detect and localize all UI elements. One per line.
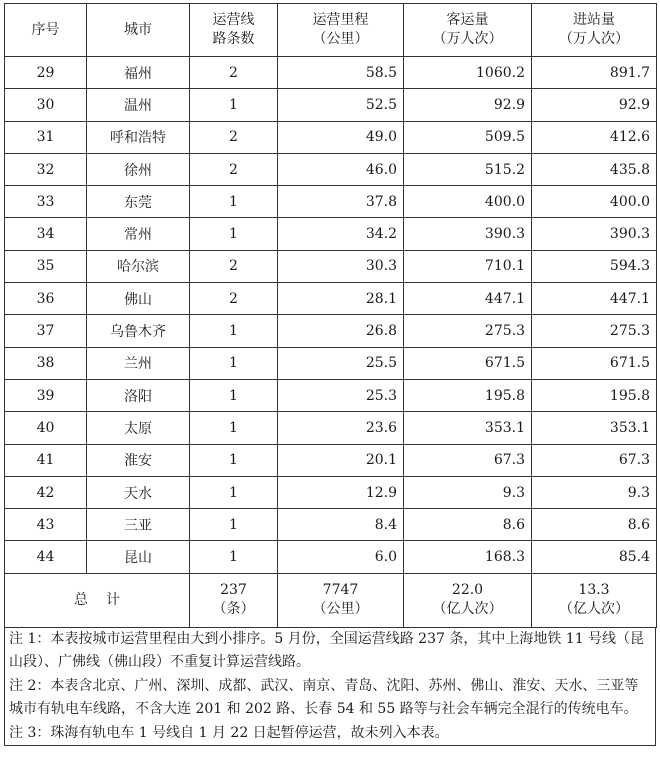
cell-city: 洛阳 — [87, 379, 190, 411]
cell-lines: 1 — [190, 412, 278, 444]
cell-lines: 2 — [190, 57, 278, 89]
data-sheet — [4, 3, 656, 746]
cell-lines: 1 — [190, 541, 278, 573]
cell-seq: 39 — [5, 379, 87, 411]
cell-ridership: 509.5 — [404, 121, 532, 153]
header-mileage — [278, 4, 404, 57]
total-label: 总计 — [5, 573, 190, 627]
cell-seq: 44 — [5, 541, 87, 573]
cell-ridership: 9.3 — [404, 476, 532, 508]
cell-seq: 34 — [5, 218, 87, 250]
cell-seq: 30 — [5, 89, 87, 121]
table-row — [5, 121, 657, 153]
cell-entry: 85.4 — [532, 541, 657, 573]
cell-city: 三亚 — [87, 509, 190, 541]
cell-lines: 1 — [190, 444, 278, 476]
cell-mileage: 26.8 — [278, 315, 404, 347]
cell-entry: 400.0 — [532, 186, 657, 218]
cell-seq: 42 — [5, 476, 87, 508]
cell-mileage: 20.1 — [278, 444, 404, 476]
cell-lines: 1 — [190, 509, 278, 541]
note-1: 注 1：本表按城市运营里程由大到小排序。5 月份，全国运营线路 237 条，其中上海地铁 11 号线（昆山段）、广佛线（佛山段）不重复计算运营线路。 — [9, 630, 645, 671]
total-row — [5, 573, 657, 627]
cell-city: 淮安 — [87, 444, 190, 476]
notes-section — [4, 628, 656, 747]
table-row — [5, 412, 657, 444]
cell-city: 徐州 — [87, 153, 190, 185]
total-entry-value: 13.3 — [578, 582, 610, 599]
cell-ridership: 168.3 — [404, 541, 532, 573]
cell-city: 呼和浩特 — [87, 121, 190, 153]
cell-lines: 2 — [190, 153, 278, 185]
cell-city: 佛山 — [87, 283, 190, 315]
cell-seq: 35 — [5, 250, 87, 282]
header-mileage-line2: （公里） — [312, 31, 369, 47]
total-entry-unit: （亿人次） — [559, 601, 629, 618]
table-row — [5, 186, 657, 218]
cell-ridership: 515.2 — [404, 153, 532, 185]
cell-entry: 8.6 — [532, 509, 657, 541]
total-mileage-value: 7747 — [322, 582, 359, 599]
table-row — [5, 57, 657, 89]
cell-entry: 412.6 — [532, 121, 657, 153]
cell-city: 天水 — [87, 476, 190, 508]
cell-mileage: 8.4 — [278, 509, 404, 541]
cell-ridership: 390.3 — [404, 218, 532, 250]
cell-entry: 671.5 — [532, 347, 657, 379]
cell-ridership: 67.3 — [404, 444, 532, 476]
cell-city: 温州 — [87, 89, 190, 121]
cell-entry: 594.3 — [532, 250, 657, 282]
header-ridership — [404, 4, 532, 57]
cell-ridership: 275.3 — [404, 315, 532, 347]
cell-seq: 36 — [5, 283, 87, 315]
header-lines-line1: 运营线 — [212, 12, 255, 28]
cell-entry: 447.1 — [532, 283, 657, 315]
header-ridership-line2: （万人次） — [432, 31, 503, 47]
cell-lines: 2 — [190, 283, 278, 315]
header-seq: 序号 — [5, 4, 87, 57]
cell-mileage: 58.5 — [278, 57, 404, 89]
header-lines-line2: 路条数 — [212, 31, 255, 47]
cell-ridership: 671.5 — [404, 347, 532, 379]
total-mileage-unit: （公里） — [312, 601, 369, 618]
cell-mileage: 52.5 — [278, 89, 404, 121]
cell-city: 太原 — [87, 412, 190, 444]
cell-seq: 29 — [5, 57, 87, 89]
cell-ridership: 400.0 — [404, 186, 532, 218]
cell-entry: 353.1 — [532, 412, 657, 444]
cell-entry: 435.8 — [532, 153, 657, 185]
cell-entry: 390.3 — [532, 218, 657, 250]
cell-ridership: 1060.2 — [404, 57, 532, 89]
note-3: 注 3：珠海有轨电车 1 号线自 1 月 22 日起暂停运营，故未列入本表。 — [9, 724, 449, 741]
total-mileage — [278, 573, 404, 627]
header-ridership-line1: 客运量 — [446, 12, 489, 28]
table-row — [5, 509, 657, 541]
cell-city: 兰州 — [87, 347, 190, 379]
ridership-table — [4, 3, 657, 628]
cell-city: 哈尔滨 — [87, 250, 190, 282]
header-entry-line2: （万人次） — [559, 31, 629, 47]
cell-lines: 1 — [190, 379, 278, 411]
total-lines-value: 237 — [220, 582, 247, 599]
table-row — [5, 315, 657, 347]
cell-lines: 1 — [190, 476, 278, 508]
cell-lines: 1 — [190, 89, 278, 121]
cell-city: 常州 — [87, 218, 190, 250]
note-2: 注 2：本表含北京、广州、深圳、成都、武汉、南京、青岛、沈阳、苏州、佛山、淮安、天水、三亚等城市有轨电车线路，不含大连 201 和 202 路、长春 54 和 55 路等与社会车辆完全混行的传统电车。 — [9, 677, 639, 718]
table-row — [5, 89, 657, 121]
header-entry-line1: 进站量 — [573, 12, 615, 28]
cell-city: 昆山 — [87, 541, 190, 573]
table-row — [5, 476, 657, 508]
cell-mileage: 37.8 — [278, 186, 404, 218]
cell-mileage: 6.0 — [278, 541, 404, 573]
table-row — [5, 283, 657, 315]
cell-ridership: 8.6 — [404, 509, 532, 541]
header-city: 城市 — [87, 4, 190, 57]
table-row — [5, 218, 657, 250]
cell-entry: 275.3 — [532, 315, 657, 347]
total-lines — [190, 573, 278, 627]
cell-lines: 2 — [190, 250, 278, 282]
cell-seq: 38 — [5, 347, 87, 379]
table-row — [5, 250, 657, 282]
cell-seq: 32 — [5, 153, 87, 185]
cell-entry: 891.7 — [532, 57, 657, 89]
cell-seq: 40 — [5, 412, 87, 444]
total-entry — [532, 573, 657, 627]
cell-lines: 1 — [190, 315, 278, 347]
cell-entry: 9.3 — [532, 476, 657, 508]
cell-mileage: 49.0 — [278, 121, 404, 153]
cell-seq: 31 — [5, 121, 87, 153]
cell-mileage: 25.5 — [278, 347, 404, 379]
table-row — [5, 541, 657, 573]
total-ridership-unit: （亿人次） — [432, 601, 503, 618]
total-lines-unit: （条） — [212, 601, 255, 618]
total-ridership-value: 22.0 — [451, 582, 484, 599]
cell-mileage: 25.3 — [278, 379, 404, 411]
table-body — [5, 57, 657, 574]
cell-lines: 1 — [190, 218, 278, 250]
cell-mileage: 28.1 — [278, 283, 404, 315]
cell-entry: 67.3 — [532, 444, 657, 476]
cell-seq: 41 — [5, 444, 87, 476]
header-row — [5, 4, 657, 57]
cell-city: 东莞 — [87, 186, 190, 218]
cell-lines: 2 — [190, 121, 278, 153]
cell-ridership: 92.9 — [404, 89, 532, 121]
cell-seq: 43 — [5, 509, 87, 541]
header-mileage-line1: 运营里程 — [312, 12, 369, 28]
cell-lines: 1 — [190, 186, 278, 218]
cell-seq: 37 — [5, 315, 87, 347]
cell-city: 福州 — [87, 57, 190, 89]
cell-mileage: 23.6 — [278, 412, 404, 444]
cell-seq: 33 — [5, 186, 87, 218]
cell-entry: 92.9 — [532, 89, 657, 121]
header-lines — [190, 4, 278, 57]
table-row — [5, 379, 657, 411]
cell-ridership: 710.1 — [404, 250, 532, 282]
cell-mileage: 12.9 — [278, 476, 404, 508]
table-row — [5, 153, 657, 185]
table-row — [5, 444, 657, 476]
cell-ridership: 195.8 — [404, 379, 532, 411]
cell-entry: 195.8 — [532, 379, 657, 411]
cell-ridership: 353.1 — [404, 412, 532, 444]
cell-mileage: 34.2 — [278, 218, 404, 250]
cell-mileage: 46.0 — [278, 153, 404, 185]
cell-mileage: 30.3 — [278, 250, 404, 282]
header-entry — [532, 4, 657, 57]
table-row — [5, 347, 657, 379]
cell-lines: 1 — [190, 347, 278, 379]
cell-city: 乌鲁木齐 — [87, 315, 190, 347]
cell-ridership: 447.1 — [404, 283, 532, 315]
total-ridership — [404, 573, 532, 627]
